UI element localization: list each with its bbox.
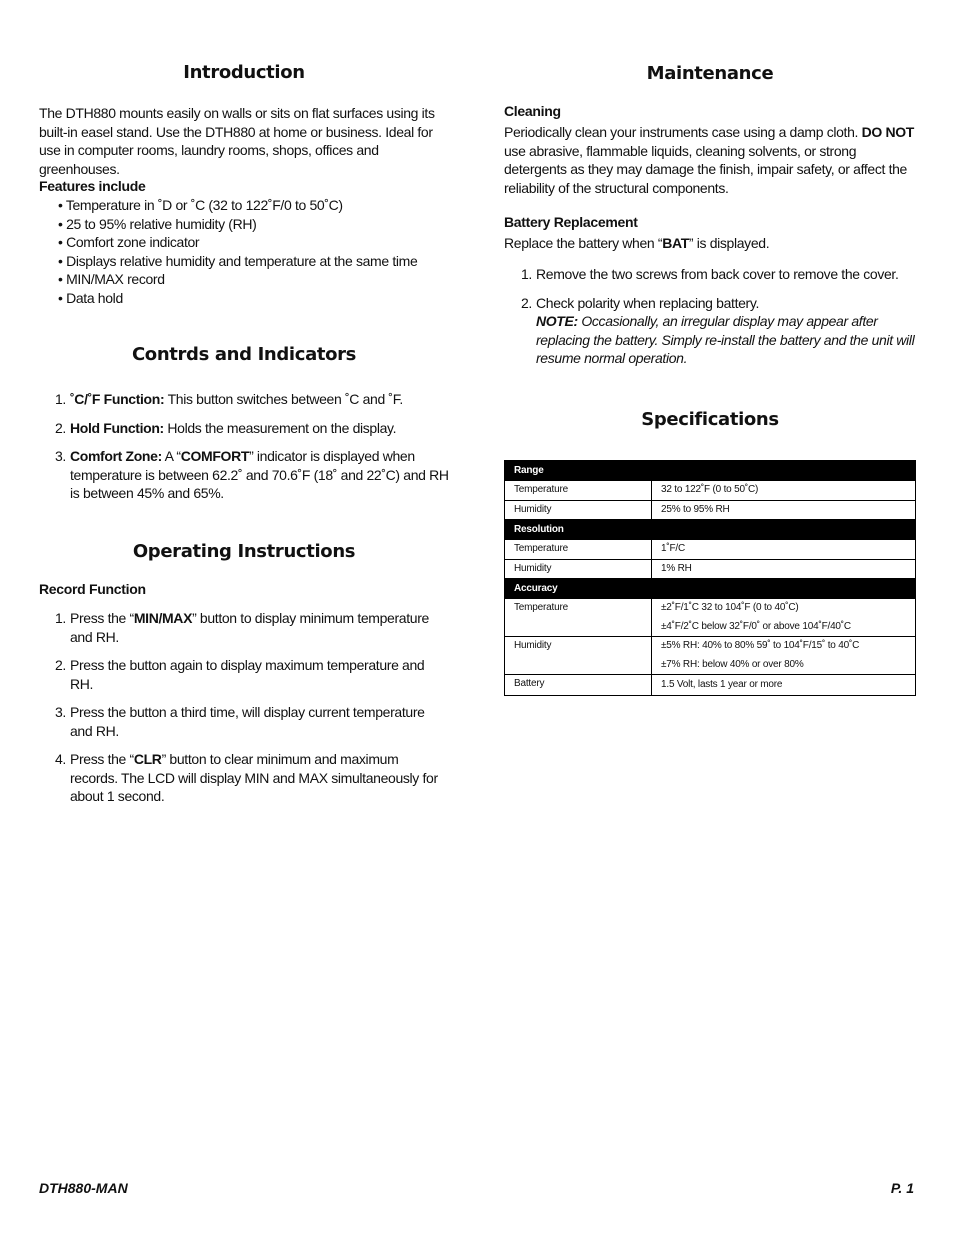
item-number: 2.: [55, 419, 66, 436]
list-item: [505, 265, 917, 284]
item-text: Press the “: [70, 751, 134, 767]
battery-replacement-text: [504, 234, 769, 253]
maintenance-heading: Maintenance: [646, 63, 774, 84]
item-label: ˚C/˚F Function:: [70, 391, 165, 407]
item-text: Holds the measurement on the display.: [163, 419, 397, 436]
item-label: Hold Function:: [70, 419, 164, 436]
footer-model: DTH880-MAN: [39, 1180, 128, 1196]
battery-replacement-heading: Battery Replacement: [504, 214, 638, 230]
table-row: [505, 461, 916, 481]
item-text: This button switches between ˚C and ˚F.: [164, 391, 403, 407]
list-item: [39, 609, 441, 646]
item-text: Check polarity when replacing battery.: [536, 294, 760, 311]
table-row: [505, 559, 916, 579]
item-number: 1.: [55, 391, 66, 407]
table-cell: 1˚F/C: [652, 540, 916, 560]
list-item: [39, 750, 441, 806]
item-strong: COMFORT: [180, 448, 250, 464]
item-number: 3.: [55, 448, 66, 464]
table-cell: 1% RH: [652, 559, 916, 579]
table-row: [505, 520, 916, 540]
table-row: [505, 675, 916, 696]
cleaning-text-part: Periodically clean your instruments case using a damp cloth.: [504, 124, 862, 140]
list-item: [39, 656, 441, 693]
table-row: [505, 579, 916, 599]
list-item: • Temperature in ˚D or ˚C (32 to 122˚F/0 to 50˚C): [58, 196, 417, 215]
list-item: • 25 to 95% relative humidity (RH): [58, 215, 417, 234]
list-item: • MIN/MAX record: [58, 270, 417, 289]
item-text: Remove the two screws from back cover to remove the cover.: [536, 266, 899, 282]
specifications-heading: Specifications: [641, 409, 779, 430]
operating-list: [39, 609, 441, 816]
table-cell: Humidity: [505, 500, 652, 520]
list-item: [39, 390, 449, 409]
list-item: • Displays relative humidity and temperature at the same time: [58, 252, 417, 271]
table-cell: Humidity: [505, 637, 652, 675]
item-number: 2.: [521, 294, 532, 311]
battery-steps-list: [505, 265, 917, 378]
table-cell: 32 to 122˚F (0 to 50˚C): [652, 481, 916, 501]
table-row: [505, 481, 916, 501]
list-item: [39, 447, 449, 503]
item-number: 1.: [521, 266, 532, 282]
footer-page-number: P. 1: [890, 1180, 914, 1196]
table-row: [505, 637, 916, 675]
item-text: Press the button a third time, will display current temperature and RH.: [70, 704, 425, 739]
note-label: NOTE:: [536, 313, 578, 329]
cell-line: ±2˚F/1˚C 32 to 104˚F (0 to 40˚C): [661, 602, 799, 613]
introduction-heading: Introduction: [183, 62, 305, 83]
cleaning-text: [504, 123, 916, 197]
item-strong: MIN/MAX: [133, 610, 193, 626]
item-number: 1.: [55, 610, 66, 626]
table-cell: 25% to 95% RH: [652, 500, 916, 520]
table-row: [505, 599, 916, 637]
note-text: Occasionally, an irregular display may appear after replacing the battery. Simply re-install the battery and the unit will resume normal operation.: [536, 313, 915, 366]
battery-text-part: Replace the battery when “: [504, 235, 663, 251]
cleaning-text-part: use abrasive, flammable liquids, cleaning solvents, or strong detergents as they may damage the finish, impair safety, or affect the reliability of the structural components.: [504, 142, 907, 196]
item-number: 2.: [55, 657, 66, 673]
item-number: 4.: [55, 751, 66, 767]
list-item: [39, 419, 449, 438]
item-strong: CLR: [133, 751, 162, 767]
item-text: ” button to clear minimum and maximum records. The LCD will display MIN and MAX simultaneously for about 1 second.: [70, 751, 438, 804]
item-text: Press the “: [70, 610, 134, 626]
accuracy-header: Accuracy: [505, 579, 916, 599]
item-text: ” indicator is displayed when temperature is between 62.2˚ and 70.6˚F (18˚ and 22˚C) and RH is between 45% and 65%.: [70, 448, 449, 501]
battery-text-part: ” is displayed.: [688, 235, 770, 251]
cell-line: ±4˚F/2˚C below 32˚F/0˚ or above 104˚F/40˚C: [661, 620, 851, 632]
item-text: A “: [161, 448, 181, 464]
cleaning-heading: Cleaning: [504, 103, 561, 119]
controls-list: [39, 390, 449, 513]
bat-emphasis: BAT: [662, 235, 689, 251]
specifications-table: [504, 460, 916, 696]
table-cell: Temperature: [505, 599, 652, 637]
table-row: [505, 500, 916, 520]
do-not-emphasis: DO NOT: [861, 124, 914, 140]
record-function-heading: Record Function: [39, 581, 146, 597]
cell-line: ±5% RH: 40% to 80% 59˚ to 104˚F/15˚ to 40˚C: [661, 640, 860, 651]
table-cell: Humidity: [505, 559, 652, 579]
introduction-text: The DTH880 mounts easily on walls or sits on flat surfaces using its built-in easel stand. Use the DTH880 at home or business. Ideal for use in computer rooms, laundry rooms, shops, offices and greenhouses.: [39, 105, 435, 177]
table-cell: Battery: [505, 675, 652, 696]
features-heading: Features include: [39, 178, 146, 194]
controls-heading: Contrds and Indicators: [131, 344, 357, 365]
range-header: Range: [505, 461, 916, 481]
table-cell: [652, 599, 916, 637]
item-text: ” button to display minimum temperature and RH.: [70, 610, 429, 645]
cell-line: ±7% RH: below 40% or over 80%: [661, 658, 804, 670]
item-text: Press the button again to display maximum temperature and RH.: [70, 657, 425, 692]
table-cell: [652, 637, 916, 675]
table-cell: Temperature: [505, 540, 652, 560]
features-list: [58, 196, 417, 307]
table-cell: 1.5 Volt, lasts 1 year or more: [652, 675, 916, 696]
list-item: • Data hold: [58, 289, 417, 308]
operating-heading: Operating Instructions: [132, 541, 356, 562]
list-item: • Comfort zone indicator: [58, 233, 417, 252]
list-item: [39, 703, 441, 740]
list-item: [505, 294, 917, 368]
item-label: Comfort Zone:: [70, 448, 162, 464]
item-number: 3.: [55, 704, 66, 720]
resolution-header: Resolution: [505, 520, 916, 540]
table-row: [505, 540, 916, 560]
table-cell: Temperature: [505, 481, 652, 501]
